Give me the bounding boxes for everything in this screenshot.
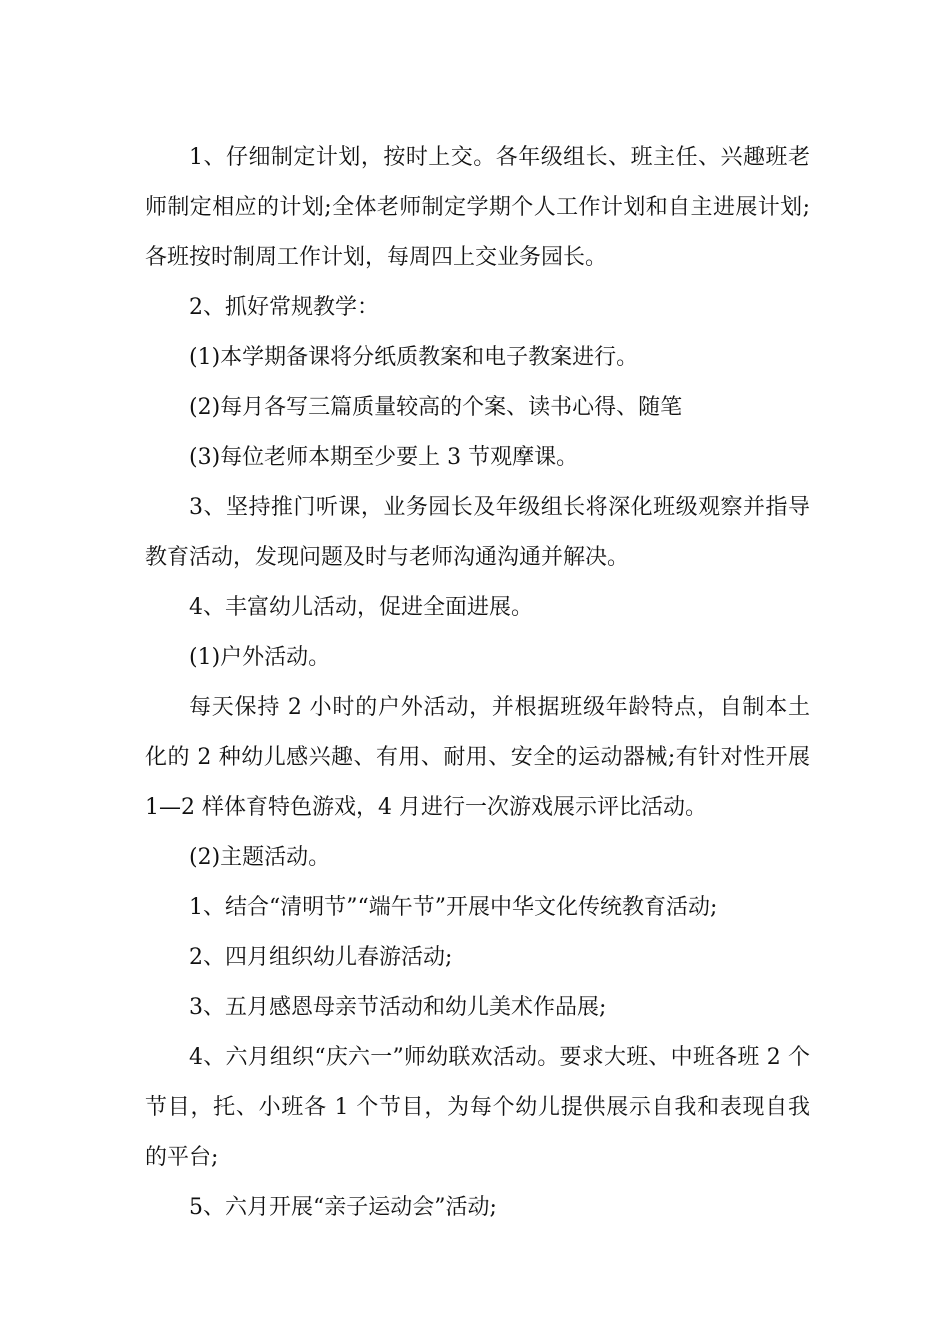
paragraph-class-visits: 3、坚持推门听课，业务园长及年级组长将深化班级观察并指导教育活动，发现问题及时与老师沟通沟通并解决。 bbox=[145, 495, 810, 570]
paragraph-theme-item-1: 1、结合“清明节”“端午节”开展中华文化传统教育活动; bbox=[189, 895, 718, 920]
paragraph-theme-heading: (2)主题活动。 bbox=[189, 845, 331, 870]
paragraph-monthly-writing: (2)每月各写三篇质量较高的个案、读书心得、随笔 bbox=[189, 395, 683, 420]
paragraph-plan: 1、仔细制定计划，按时上交。各年级组长、班主任、兴趣班老师制定相应的计划;全体老师制定学期个人工作计划和自主进展计划;各班按时制周工作计划，每周四上交业务园长。 bbox=[145, 145, 810, 270]
paragraph-theme-item-3: 3、五月感恩母亲节活动和幼儿美术作品展; bbox=[189, 995, 607, 1020]
paragraph-lesson-prep: (1)本学期备课将分纸质教案和电子教案进行。 bbox=[189, 345, 639, 370]
paragraph-outdoor-details: 每天保持 2 小时的户外活动，并根据班级年龄特点，自制本土化的 2 种幼儿感兴趣、有用、耐用、安全的运动器械;有针对性开展 1—2 样体育特色游戏，4 月进行一次游戏展示评比活动。 bbox=[145, 695, 810, 820]
paragraph-activities-heading: 4、丰富幼儿活动，促进全面进展。 bbox=[189, 595, 533, 620]
paragraph-teaching-heading: 2、抓好常规教学： bbox=[189, 295, 379, 320]
paragraph-theme-item-2: 2、四月组织幼儿春游活动; bbox=[189, 945, 453, 970]
paragraph-theme-item-5: 5、六月开展“亲子运动会”活动; bbox=[189, 1195, 497, 1220]
paragraph-observation-lessons: (3)每位老师本期至少要上 3 节观摩课。 bbox=[189, 445, 579, 470]
document-body bbox=[145, 133, 810, 1233]
paragraph-outdoor-heading: (1)户外活动。 bbox=[189, 645, 331, 670]
paragraph-theme-item-4: 4、六月组织“庆六一”师幼联欢活动。要求大班、中班各班 2 个节目，托、小班各 1 个节目，为每个幼儿提供展示自我和表现自我的平台; bbox=[145, 1045, 810, 1170]
